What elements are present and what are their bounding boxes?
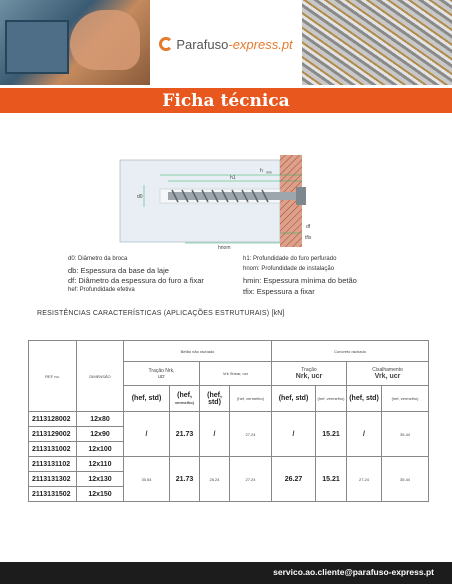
value-cell: 30.54 [124, 457, 170, 502]
header-hef-red-4: (hef, vermelho) [382, 386, 429, 412]
legend-db: db: Espessura da base da laje [68, 266, 169, 275]
section-title: RESISTÊNCIAS CARACTERÍSTICAS (APLICAÇÕES ESTRUTURAIS) [kN] [37, 310, 285, 317]
dim-cell: 12x110 [77, 457, 124, 472]
svg-text:h: h [260, 168, 263, 174]
legend-d0: d0: Diâmetro da broca [68, 256, 128, 262]
header-tension-nc: Tração Nrk, ucr [124, 362, 200, 386]
header-tension-c: Tração Nrk, ucr [272, 362, 347, 386]
header-hef-std-2: (hef, std) [200, 386, 230, 412]
brand-logo [150, 34, 302, 54]
logo-icon [159, 37, 173, 51]
header-photo-screws [302, 0, 452, 85]
ref-cell: 2113128002 [29, 412, 77, 427]
value-cell: / [200, 412, 230, 457]
value-cell: 26.27 [272, 457, 316, 502]
svg-text:hnom: hnom [218, 245, 231, 251]
legend-hef: hef: Profundidade efetiva [68, 287, 135, 293]
ref-cell: 2113131002 [29, 442, 77, 457]
svg-text:min: min [266, 170, 272, 175]
header-shear-nc: Vrk Shear, ucr [200, 362, 272, 386]
table-row [29, 412, 429, 427]
dim-cell: 12x150 [77, 487, 124, 502]
header-photo-workbench [0, 0, 150, 85]
value-cell: / [347, 412, 382, 457]
resistance-table [28, 340, 429, 502]
header-group-non-cracked: Betão não rachado [124, 341, 272, 362]
table-row [29, 457, 429, 472]
dim-cell: 12x80 [77, 412, 124, 427]
header-hef-std-4: (hef, std) [347, 386, 382, 412]
value-cell: 15.21 [316, 412, 347, 457]
header-ref: REF no. [29, 341, 77, 412]
ref-cell: 2113131302 [29, 472, 77, 487]
value-cell: / [124, 412, 170, 457]
ref-cell: 2113131102 [29, 457, 77, 472]
svg-text:df: df [306, 224, 311, 230]
legend-hmin: hmin: Espessura mínima do betão [243, 276, 357, 285]
header-hef-red-1: (hef, vermelho) [170, 386, 200, 412]
svg-text:tfix: tfix [305, 235, 312, 241]
legend-hnom: hnom: Profundidade de instalação [243, 266, 335, 272]
footer-bar [0, 562, 452, 584]
value-cell: 35.44 [382, 412, 429, 457]
hand-image [70, 10, 140, 70]
dim-cell: 12x130 [77, 472, 124, 487]
header-hef-red-3: (hef, vermelho) [316, 386, 347, 412]
value-cell: / [272, 412, 316, 457]
page-title: Ficha técnica [162, 90, 290, 111]
svg-text:h1: h1 [230, 175, 236, 181]
ref-cell: 2113131502 [29, 487, 77, 502]
dim-cell: 12x90 [77, 427, 124, 442]
legend-df: df: Diâmetro da espessura do furo a fixar [68, 276, 204, 285]
logo-text-part2: -express.pt [228, 36, 293, 52]
header-dimension: DIMENSÃO [77, 341, 124, 412]
header-shear-c: Cisalhamento Vrk, ucr [347, 362, 429, 386]
header-hef-red-2: (hef, vermelho) [230, 386, 272, 412]
value-cell: 21.73 [170, 457, 200, 502]
value-cell: 27.24 [347, 457, 382, 502]
value-cell: 21.73 [170, 412, 200, 457]
anchor-installation-diagram [100, 135, 340, 255]
header-group-cracked: Concreto rachado [272, 341, 429, 362]
screw-box-image [5, 20, 69, 74]
value-cell: 15.21 [316, 457, 347, 502]
customer-service-email-link[interactable]: servico.ao.cliente@parafuso-express.pt [273, 567, 434, 577]
ref-cell: 2113129002 [29, 427, 77, 442]
dim-cell: 12x100 [77, 442, 124, 457]
legend-tfix: tfix: Espessura a fixar [243, 287, 315, 296]
header-hef-std-3: (hef, std) [272, 386, 316, 412]
value-cell: 35.44 [382, 457, 429, 502]
title-banner [0, 88, 452, 113]
value-cell: 27.24 [230, 457, 272, 502]
logo-text-part1: Parafuso [176, 36, 229, 52]
value-cell: 27.24 [230, 412, 272, 457]
header-hef-std-1: (hef, std) [124, 386, 170, 412]
svg-text:d0: d0 [137, 194, 143, 200]
legend-h1: h1: Profundidade do furo perfurado [243, 256, 337, 262]
value-cell: 25.24 [200, 457, 230, 502]
